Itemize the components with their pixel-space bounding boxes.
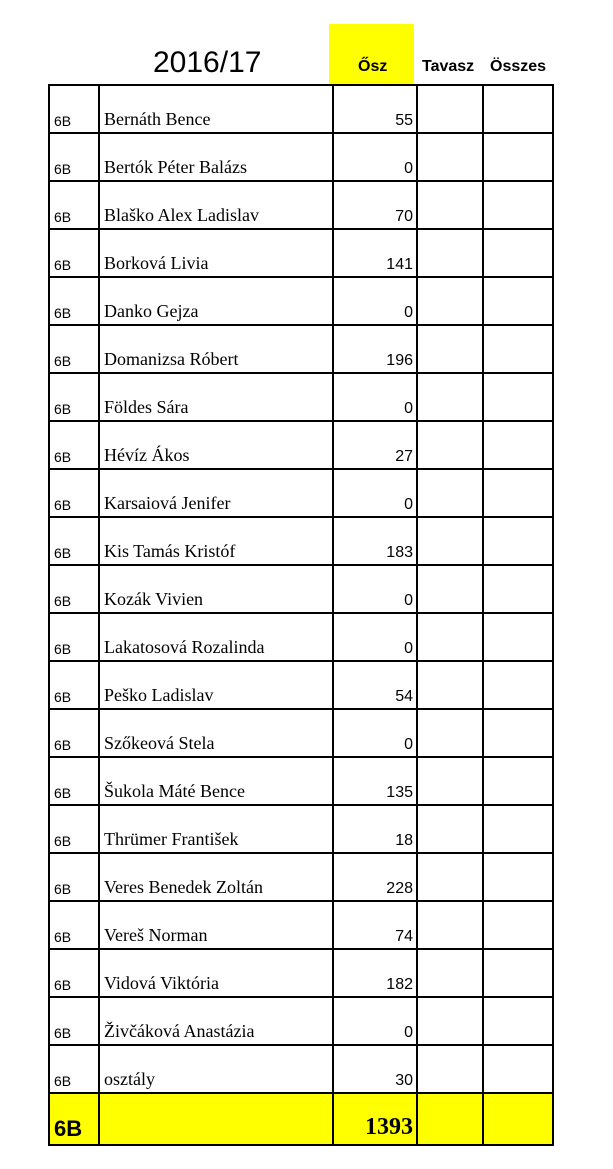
- tavasz-score-cell: [417, 853, 483, 901]
- class-cell: 6B: [49, 277, 99, 325]
- student-name-cell: Földes Sára: [99, 373, 333, 421]
- osszes-score-cell: [483, 469, 553, 517]
- tavasz-score-cell: [417, 613, 483, 661]
- osz-score-cell: 55: [333, 85, 417, 133]
- tavasz-score-cell: [417, 469, 483, 517]
- column-header-osszes: Összes: [490, 58, 547, 75]
- table-row: [49, 757, 553, 805]
- tavasz-score-cell: [417, 325, 483, 373]
- osz-score-cell: 0: [333, 565, 417, 613]
- osszes-score-cell: [483, 757, 553, 805]
- table-row: [49, 613, 553, 661]
- osszes-score-cell: [483, 133, 553, 181]
- osszes-score-cell: [483, 229, 553, 277]
- osszes-score-cell: [483, 661, 553, 709]
- osszes-score-cell: [483, 901, 553, 949]
- table-row: [49, 373, 553, 421]
- class-cell: 6B: [49, 709, 99, 757]
- osszes-score-cell: [483, 565, 553, 613]
- osszes-score-cell: [483, 325, 553, 373]
- osszes-score-cell: [483, 949, 553, 997]
- table-row: [49, 997, 553, 1045]
- table-row: [49, 85, 553, 133]
- column-header-tavasz: Tavasz: [422, 58, 475, 75]
- class-cell: 6B: [49, 853, 99, 901]
- table-row: [49, 517, 553, 565]
- student-name-cell: Szőkeová Stela: [99, 709, 333, 757]
- tavasz-score-cell: [417, 517, 483, 565]
- tavasz-score-cell: [417, 1045, 483, 1093]
- tavasz-score-cell: [417, 661, 483, 709]
- student-name-cell: Šukola Máté Bence: [99, 757, 333, 805]
- class-cell: 6B: [49, 565, 99, 613]
- student-name-cell: Karsaiová Jenifer: [99, 469, 333, 517]
- table-row: [49, 421, 553, 469]
- osszes-score-cell: [483, 805, 553, 853]
- class-cell: 6B: [49, 613, 99, 661]
- osz-score-cell: 0: [333, 133, 417, 181]
- tavasz-score-cell: [417, 805, 483, 853]
- table-row: [49, 229, 553, 277]
- tavasz-score-cell: [417, 373, 483, 421]
- score-table: [48, 84, 554, 1146]
- student-name-cell: Lakatosová Rozalinda: [99, 613, 333, 661]
- tavasz-score-cell: [417, 565, 483, 613]
- osszes-score-cell: [483, 1045, 553, 1093]
- class-cell: 6B: [49, 181, 99, 229]
- student-name-cell: Domanizsa Róbert: [99, 325, 333, 373]
- osszes-score-cell: [483, 709, 553, 757]
- osszes-score-cell: [483, 373, 553, 421]
- class-cell: 6B: [49, 661, 99, 709]
- osz-score-cell: 141: [333, 229, 417, 277]
- table-row: [49, 949, 553, 997]
- osz-score-cell: 228: [333, 853, 417, 901]
- tavasz-score-cell: [417, 181, 483, 229]
- student-name-cell: Danko Gejza: [99, 277, 333, 325]
- student-name-cell: Borková Livia: [99, 229, 333, 277]
- tavasz-score-cell: [417, 133, 483, 181]
- osszes-score-cell: [483, 421, 553, 469]
- osz-score-cell: 135: [333, 757, 417, 805]
- table-row: [49, 901, 553, 949]
- osz-score-cell: 30: [333, 1045, 417, 1093]
- osszes-score-cell: [483, 517, 553, 565]
- class-cell: 6B: [49, 1045, 99, 1093]
- student-name-cell: Peško Ladislav: [99, 661, 333, 709]
- tavasz-score-cell: [417, 949, 483, 997]
- osz-score-cell: 0: [333, 277, 417, 325]
- total-name-cell: [99, 1093, 333, 1145]
- class-cell: 6B: [49, 229, 99, 277]
- total-osz-cell: 1393: [333, 1093, 417, 1145]
- student-name-cell: osztály: [99, 1045, 333, 1093]
- table-body: [49, 85, 553, 1145]
- tavasz-score-cell: [417, 421, 483, 469]
- class-cell: 6B: [49, 325, 99, 373]
- total-class-cell: 6B: [49, 1093, 99, 1145]
- student-name-cell: Bertók Péter Balázs: [99, 133, 333, 181]
- osz-score-cell: 183: [333, 517, 417, 565]
- student-name-cell: Veres Benedek Zoltán: [99, 853, 333, 901]
- total-row: [49, 1093, 553, 1145]
- table-row: [49, 661, 553, 709]
- table-row: [49, 805, 553, 853]
- tavasz-score-cell: [417, 757, 483, 805]
- student-name-cell: Blaško Alex Ladislav: [99, 181, 333, 229]
- total-tavasz-cell: [417, 1093, 483, 1145]
- class-cell: 6B: [49, 901, 99, 949]
- osszes-score-cell: [483, 181, 553, 229]
- page-title: 2016/17: [153, 46, 262, 79]
- osz-score-cell: 0: [333, 709, 417, 757]
- table-row: [49, 853, 553, 901]
- table-row: [49, 325, 553, 373]
- tavasz-score-cell: [417, 85, 483, 133]
- osszes-score-cell: [483, 85, 553, 133]
- class-cell: 6B: [49, 469, 99, 517]
- table-row: [49, 133, 553, 181]
- student-name-cell: Vidová Viktória: [99, 949, 333, 997]
- student-name-cell: Thrümer František: [99, 805, 333, 853]
- student-name-cell: Vereš Norman: [99, 901, 333, 949]
- osszes-score-cell: [483, 997, 553, 1045]
- student-name-cell: Živčáková Anastázia: [99, 997, 333, 1045]
- osz-score-cell: 196: [333, 325, 417, 373]
- osz-score-cell: 18: [333, 805, 417, 853]
- student-name-cell: Kis Tamás Kristóf: [99, 517, 333, 565]
- class-cell: 6B: [49, 517, 99, 565]
- table-row: [49, 181, 553, 229]
- class-cell: 6B: [49, 805, 99, 853]
- tavasz-score-cell: [417, 901, 483, 949]
- tavasz-score-cell: [417, 997, 483, 1045]
- osz-score-cell: 0: [333, 469, 417, 517]
- student-name-cell: Kozák Vivien: [99, 565, 333, 613]
- student-name-cell: Bernáth Bence: [99, 85, 333, 133]
- table-row: [49, 469, 553, 517]
- tavasz-score-cell: [417, 229, 483, 277]
- osz-score-cell: 0: [333, 613, 417, 661]
- osz-score-cell: 70: [333, 181, 417, 229]
- table-row: [49, 1045, 553, 1093]
- osz-score-cell: 27: [333, 421, 417, 469]
- osz-score-cell: 182: [333, 949, 417, 997]
- osszes-score-cell: [483, 853, 553, 901]
- osszes-score-cell: [483, 277, 553, 325]
- class-cell: 6B: [49, 421, 99, 469]
- osz-score-cell: 0: [333, 997, 417, 1045]
- column-header-osz: Ősz: [358, 58, 388, 75]
- tavasz-score-cell: [417, 709, 483, 757]
- class-cell: 6B: [49, 85, 99, 133]
- table-row: [49, 277, 553, 325]
- class-cell: 6B: [49, 997, 99, 1045]
- class-cell: 6B: [49, 757, 99, 805]
- total-osszes-cell: [483, 1093, 553, 1145]
- table-row: [49, 709, 553, 757]
- osz-score-cell: 74: [333, 901, 417, 949]
- class-cell: 6B: [49, 949, 99, 997]
- osz-score-cell: 0: [333, 373, 417, 421]
- student-name-cell: Hévíz Ákos: [99, 421, 333, 469]
- class-cell: 6B: [49, 373, 99, 421]
- table-row: [49, 565, 553, 613]
- osz-score-cell: 54: [333, 661, 417, 709]
- osszes-score-cell: [483, 613, 553, 661]
- tavasz-score-cell: [417, 277, 483, 325]
- class-cell: 6B: [49, 133, 99, 181]
